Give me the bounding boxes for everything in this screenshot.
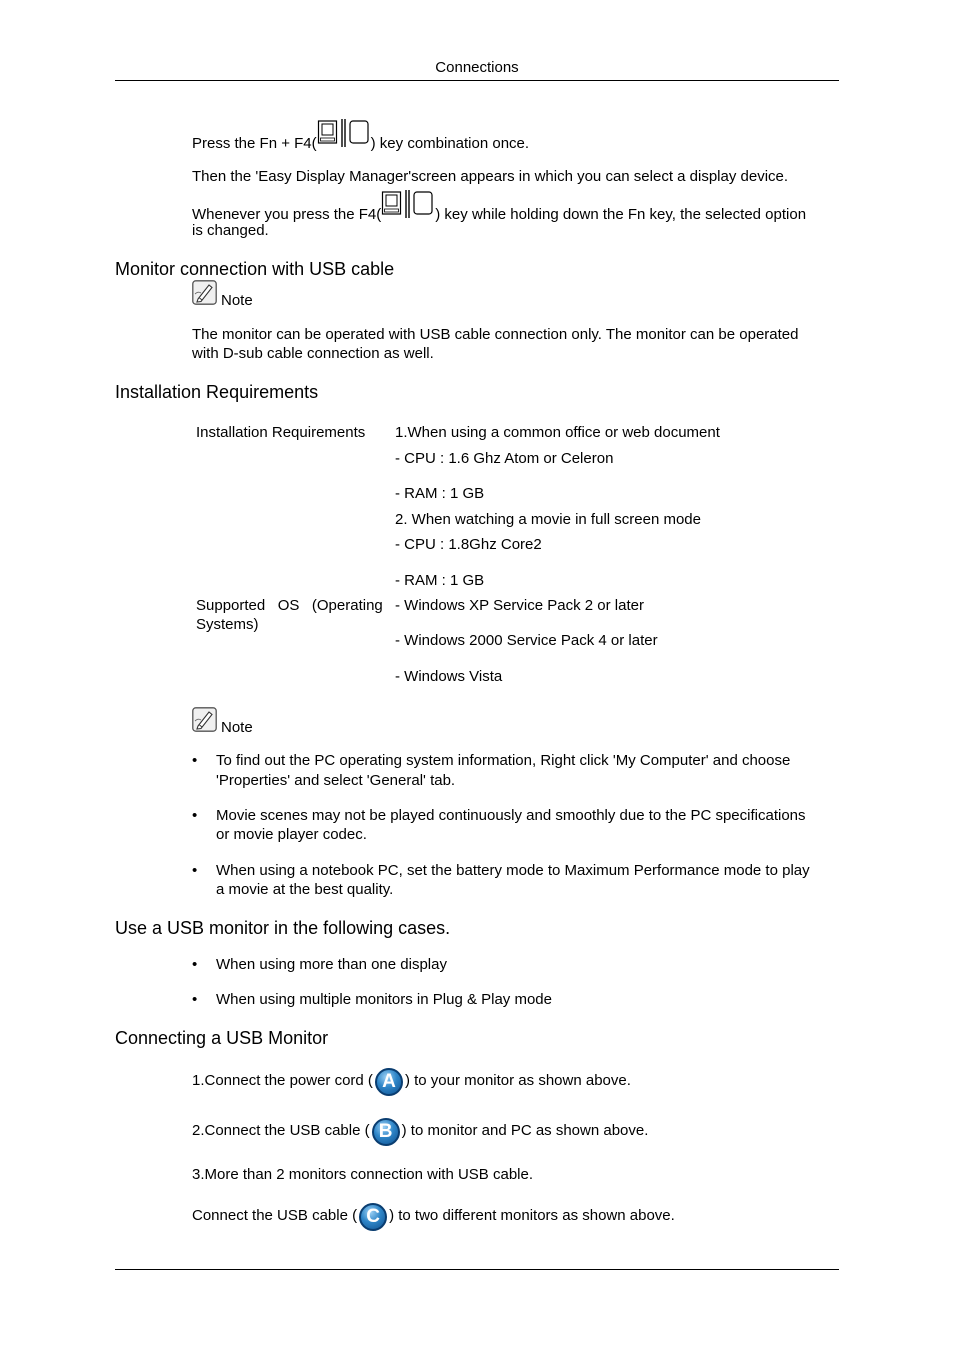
list-item: When using multiple monitors in Plug & Play mode [216,991,552,1008]
display-switch-icon [317,118,371,153]
intro-paragraph-2: Then the 'Easy Display Manager'screen appears in which you can select a display device. [192,168,789,185]
intro-paragraph-3 [192,189,839,224]
note-label: Note [221,719,253,736]
connect-step-1 [192,1066,839,1096]
connect-step-2 [192,1116,839,1146]
section-heading-installation-requirements: Installation Requirements [115,382,319,402]
note-callout [192,707,253,737]
bullet-marker: • [192,862,198,879]
callout-a-icon: A [375,1068,403,1096]
table-cell-label: Supported OS (Operating [196,597,383,614]
intro-paragraph-3-line-2: is changed. [192,222,269,239]
intro-paragraph-1 [192,118,839,153]
list-item-continuation: 'Properties' and select 'General' tab. [216,772,456,789]
table-cell-value: - RAM : 1 GB [395,572,485,589]
table-cell-value: 1.When using a common office or web document [395,424,720,441]
list-item: When using more than one display [216,956,447,973]
table-cell-value: - CPU : 1.6 Ghz Atom or Celeron [395,450,614,467]
note-pencil-icon [192,280,217,310]
list-item-continuation: or movie player codec. [216,826,367,843]
connect-step-4 [192,1201,839,1231]
callout-c-icon: C [359,1203,387,1231]
usb-note-line-1: The monitor can be operated with USB cable connection only. The monitor can be operated [192,326,799,343]
list-item: Movie scenes may not be played continuously and smoothly due to the PC specifications [216,807,806,824]
intro-p1-after: ) key combination once. [370,135,530,152]
bullet-marker: • [192,956,198,973]
section-heading-usb-connection: Monitor connection with USB cable [115,259,395,279]
list-item-continuation: a movie at the best quality. [216,881,394,898]
table-cell-value: - CPU : 1.8Ghz Core2 [395,536,542,553]
connect-step-3: 3.More than 2 monitors connection with USB cable. [192,1166,534,1183]
list-item: To find out the PC operating system information, Right click 'My Computer' and choose [216,752,791,769]
section-heading-connecting-usb-monitor: Connecting a USB Monitor [115,1028,329,1048]
step4-text-before: Connect the USB cable ( [192,1207,358,1224]
bullet-marker: • [192,752,198,769]
bullet-marker: • [192,807,198,824]
step4-text-after: ) to two different monitors as shown above. [389,1207,675,1224]
step2-text-after: ) to monitor and PC as shown above. [401,1122,649,1139]
step2-text-before: 2.Connect the USB cable ( [192,1122,370,1139]
display-switch-icon [381,189,435,224]
table-cell-label: Installation Requirements [196,424,366,441]
intro-p1-before: Press the Fn + F4( [192,135,317,152]
table-cell-value: - Windows XP Service Pack 2 or later [395,597,644,614]
note-callout [192,280,253,310]
table-cell-value: 2. When watching a movie in full screen mode [395,511,701,528]
footer-rule [115,1269,839,1270]
step1-text-after: ) to your monitor as shown above. [404,1072,631,1089]
section-heading-usb-cases: Use a USB monitor in the following cases. [115,918,451,938]
list-item: When using a notebook PC, set the battery mode to Maximum Performance mode to play [216,862,810,879]
table-cell-value: - Windows 2000 Service Pack 4 or later [395,632,658,649]
table-cell-value: - Windows Vista [395,668,503,685]
header-rule [115,80,839,81]
table-cell-label: Systems) [196,616,259,633]
intro-p3-before: Whenever you press the F4( [192,206,382,223]
bullet-marker: • [192,991,198,1008]
callout-b-icon: B [372,1118,400,1146]
intro-p3-after: ) key while holding down the Fn key, the selected option [435,206,807,223]
usb-note-line-2: with D-sub cable connection as well. [192,345,434,362]
step1-text-before: 1.Connect the power cord ( [192,1072,373,1089]
note-label: Note [221,292,253,309]
note-pencil-icon [192,707,217,737]
table-cell-value: - RAM : 1 GB [395,485,485,502]
page-header-title: Connections [435,59,519,76]
